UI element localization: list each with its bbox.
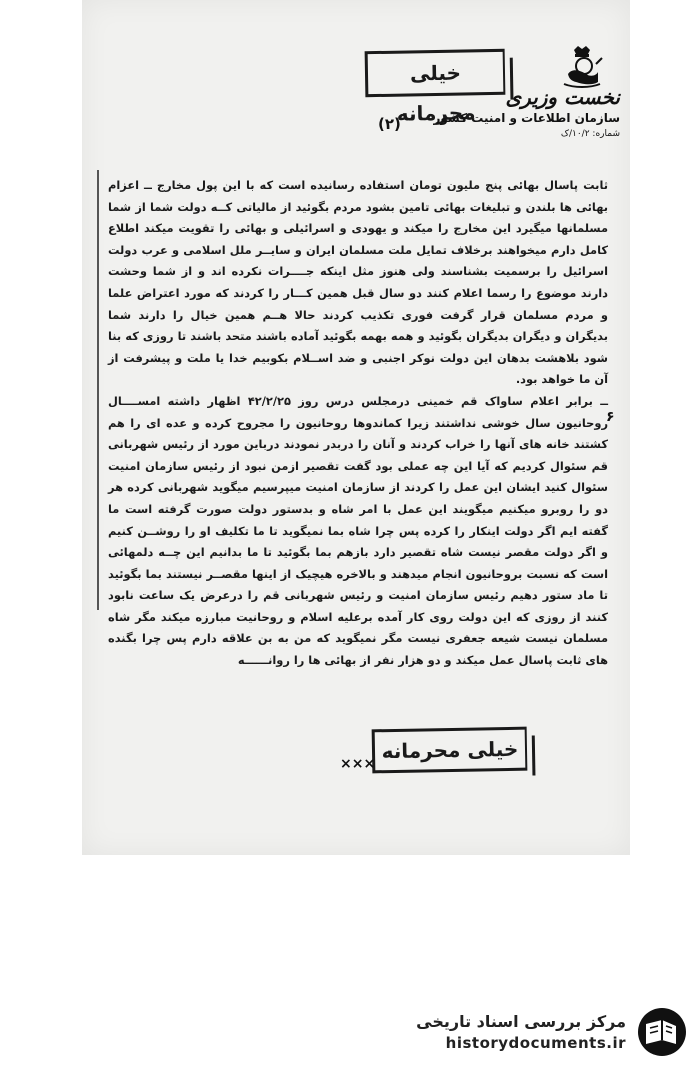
archive-logo-icon — [636, 1006, 688, 1058]
paragraph-2: ــ برابر اعلام ساواک قم خمینی درمجلس درس روز ۴۲/۲/۲۵ اظهار داشته امســــال روحانیون سال خوشی نداشتند زیرا کماندوها روحانیون را مجروح کرده و عده ای را هم کشتند خانه های آنها را خراب کردند و آنان را دربدر نمودند درباین مورد از رئیس شهربانی قم سئوال کردیم که آیا این چه عملی بود گفت تقصیر ازمن نبود از رئیس سازمان امنیت سئوال کنید ایشان این عمل را کردند از سازمان امنیت میپرسیم میگوید شهربانی کرده هر دو را روبرو میکنیم میگویند این عمل با امر شاه و بدستور دولت صورت گرفته است ما گفته ایم اگر دولت اینکار را کرده پس چرا شاه بما نمیگوید تا ما تکلیف او را روشــن کنیم و اگر دولت مقصر نیست شاه تقصیر دارد بازهم بما بگوئید تا ما بدانیم این چــه دلمهائی است که نسبت بروحانیون انجام میدهند و بالاخره هیچیک از اینها مقصــر نیستند بما بگوئید تا ماد ستور دهیم رئیس سازمان امنیت و رئیس شهربانی قم را درعرض یک ساعت نابود کنند از روزی که این دولت روی کار آمده برعلیه اسلام و روحانیت مبارزه میکند مگر شاه مسلمان نیست شیعه جعفری نیست مگر نمیگوید که من به بن علاقه دارم پس چرا بگنده های ثابت پاسال عمل میکند و دو هزار نفر از بهائی ها را روانــــــه — [108, 393, 608, 668]
page-fold-edge — [97, 170, 99, 610]
classification-stamp-top: خیلی محرمانه — [365, 49, 506, 97]
paragraph-1: ثابت پاسال بهائی پنج ملیون تومان استفاده رسانیده است که با این پول مخارج ــ اعزام بهائی ها بلندن و تبلیغات بهائی تامین بشود مردم بگوئید از مالیاتی کــه دولت شما از شما مسلمانها میگیرد این مخارج را میکند و یهودی و اسرائیلی و بهائی را تقویت میکند اطلاع کامل دارم میخواهند برخلاف تمایل ملت مسلمان ایران و سایــر ملل اسلامی و عرب دولت اسرائیل را برسمیت بشناسند ولی هنوز مثل اینکه جــــرات نکرده اند و از شما وحشت دارند موضوع را رسما اعلام کنند دو سال قبل همین کـــار را کردند که مورد اعتراض علما و مردم مسلمان قرار گرفت فوری تکذیب کردند حالا هــم همین خیال را دارند شما بدیگران و دیگران بدیگران بگوئید و همه بهمه بگوئید آماده باشند متحد باشند تا روزی که بنا شود بلاهشت بدهان این دولت نوکر اجنبی و ضد اســلام بکوبیم خدا یا ملت و پیشرفت از آن ما خواهد بود. — [108, 178, 608, 387]
reference-number: شماره: ۱۰/۲/ک — [560, 129, 620, 139]
item-number: ۶ — [606, 409, 615, 425]
issuer-header — [433, 86, 620, 140]
end-marks: ××× — [340, 756, 376, 772]
footer-url: historydocuments.ir — [445, 1034, 626, 1052]
page-number: (۲) — [378, 115, 401, 133]
classification-stamp-bottom: خیلی محرمانه — [372, 727, 528, 774]
lion-and-sun-emblem-icon — [560, 44, 604, 90]
footer-title: مرکز بررسی اسناد تاریخی — [416, 1012, 626, 1031]
document-body — [108, 175, 608, 672]
organization-name: سازمان اطلاعات و امنیت کشور — [433, 111, 620, 125]
watermark-footer — [416, 1004, 688, 1060]
organization-title: نخست وزیری — [505, 85, 620, 109]
